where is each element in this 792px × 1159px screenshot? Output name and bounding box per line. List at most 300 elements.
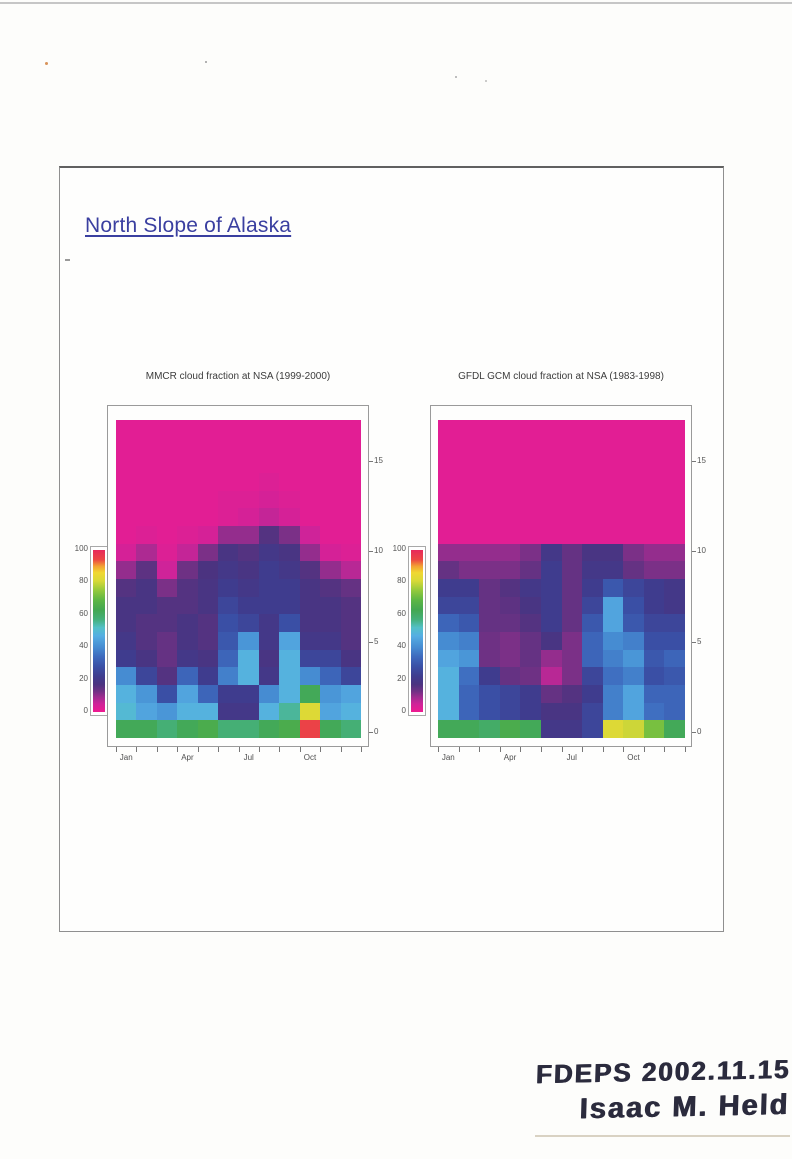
y-axis-tick-label: 15 <box>697 455 706 465</box>
heatmap-cell <box>664 526 685 544</box>
heatmap-cell <box>320 703 340 721</box>
heatmap-cell <box>644 491 665 509</box>
heatmap-cell <box>300 720 320 738</box>
scan-speck <box>45 62 48 65</box>
heatmap-cell <box>623 579 644 597</box>
heatmap-cell <box>479 685 500 703</box>
heatmap-cell <box>644 597 665 615</box>
heatmap-cell <box>623 420 644 438</box>
heatmap-cell <box>562 614 583 632</box>
heatmap-cell <box>116 544 136 562</box>
heatmap-cell <box>623 526 644 544</box>
heatmap-cell <box>479 597 500 615</box>
heatmap-cell <box>623 455 644 473</box>
heatmap-cell <box>582 667 603 685</box>
heatmap-cell <box>603 614 624 632</box>
heatmap-cell <box>341 420 361 438</box>
heatmap-cell <box>218 667 238 685</box>
heatmap-cell <box>438 473 459 491</box>
heatmap-cell <box>238 544 258 562</box>
heatmap-cell <box>320 473 340 491</box>
heatmap-cell <box>177 438 197 456</box>
heatmap-cell <box>198 667 218 685</box>
chart-title-mmcr: MMCR cloud fraction at NSA (1999-2000) <box>145 371 331 382</box>
heatmap-cell <box>279 597 299 615</box>
heatmap-cell <box>582 720 603 738</box>
y-axis-tick <box>692 732 696 733</box>
heatmap-cell <box>582 438 603 456</box>
x-axis-tick-label: Jul <box>243 753 254 762</box>
heatmap-cell <box>623 703 644 721</box>
heatmap-cell <box>520 703 541 721</box>
x-axis-tick <box>603 747 604 752</box>
heatmap-cell <box>603 632 624 650</box>
heatmap-cell <box>562 544 583 562</box>
heatmap-cell <box>459 632 480 650</box>
heatmap-cell <box>562 720 583 738</box>
heatmap-cell <box>603 544 624 562</box>
x-axis-tick <box>136 747 137 752</box>
heatmap-cell <box>259 455 279 473</box>
x-axis-tick <box>562 747 563 752</box>
heatmap-cell <box>623 473 644 491</box>
heatmap-cell <box>320 508 340 526</box>
heatmap-cell <box>520 579 541 597</box>
heatmap-cell <box>562 685 583 703</box>
heatmap-cell <box>541 508 562 526</box>
x-axis-tick <box>459 747 460 752</box>
heatmap-cell <box>177 508 197 526</box>
heatmap-cell <box>438 438 459 456</box>
heatmap-cell <box>479 438 500 456</box>
y-axis-tick <box>692 642 696 643</box>
heatmap-cell <box>259 720 279 738</box>
heatmap-cell <box>541 473 562 491</box>
heatmap-cell <box>644 526 665 544</box>
x-axis-tick <box>218 747 219 752</box>
heatmap-cell <box>438 526 459 544</box>
heatmap-cell <box>341 473 361 491</box>
heatmap-cell <box>500 508 521 526</box>
heatmap-cell <box>136 561 156 579</box>
chart-title-gfdl: GFDL GCM cloud fraction at NSA (1983-1998) <box>458 371 664 382</box>
heatmap-cell <box>177 720 197 738</box>
heatmap-cell <box>582 614 603 632</box>
heatmap-cell <box>116 703 136 721</box>
heatmap-cell <box>459 703 480 721</box>
heatmap-cell <box>541 720 562 738</box>
heatmap-cell <box>259 491 279 509</box>
heatmap-cell <box>603 455 624 473</box>
heatmap-cell <box>157 632 177 650</box>
heatmap-cell <box>562 526 583 544</box>
heatmap-cell <box>664 614 685 632</box>
heatmap-cell <box>198 650 218 668</box>
heatmap-cell <box>198 720 218 738</box>
heatmap-cell <box>300 579 320 597</box>
heatmap-cell <box>644 579 665 597</box>
heatmap-cell <box>459 650 480 668</box>
y-axis-tick-label: 0 <box>374 727 379 736</box>
heatmap-cell <box>603 597 624 615</box>
heatmap-cell <box>157 667 177 685</box>
handwritten-note <box>499 1052 791 1130</box>
heatmap-cell <box>562 632 583 650</box>
heatmap-cell <box>177 544 197 562</box>
heatmap-cell <box>218 544 238 562</box>
x-axis-tick <box>479 747 480 752</box>
heatmap-cell <box>541 597 562 615</box>
heatmap-cell <box>259 650 279 668</box>
heatmap-cell <box>520 544 541 562</box>
x-axis-tick <box>664 747 665 752</box>
heatmap-cell <box>603 526 624 544</box>
x-axis-tick-label: Apr <box>181 753 194 762</box>
heatmap-cell <box>500 473 521 491</box>
heatmap-cell <box>238 420 258 438</box>
heatmap-cell <box>238 526 258 544</box>
heatmap-cell <box>459 473 480 491</box>
heatmap-cell <box>438 508 459 526</box>
heatmap-cell <box>300 597 320 615</box>
heatmap-cell <box>341 544 361 562</box>
x-axis-tick <box>157 747 158 752</box>
heatmap-cell <box>259 703 279 721</box>
heatmap-cell <box>541 667 562 685</box>
heatmap-cell <box>136 632 156 650</box>
heatmap-cell <box>177 703 197 721</box>
heatmap-cell <box>644 685 665 703</box>
heatmap-cell <box>136 650 156 668</box>
heatmap-cell <box>623 491 644 509</box>
heatmap-cell <box>320 491 340 509</box>
colorbar-tick-label: 80 <box>79 576 88 586</box>
chart-panel-mmcr <box>60 360 400 780</box>
heatmap-cell <box>116 420 136 438</box>
heatmap-cell <box>664 561 685 579</box>
heatmap-cell <box>520 420 541 438</box>
heatmap-cell <box>562 597 583 615</box>
x-axis-tick <box>177 747 178 752</box>
heatmap-cell <box>603 579 624 597</box>
chart-panel-gfdl <box>390 360 730 780</box>
x-axis-tick <box>438 747 439 752</box>
heatmap-cell <box>136 438 156 456</box>
heatmap-cell <box>664 491 685 509</box>
heatmap-cell <box>479 473 500 491</box>
heatmap-cell <box>341 526 361 544</box>
heatmap-cell <box>116 561 136 579</box>
colorbar-tick-label: 20 <box>79 673 88 683</box>
heatmap-cell <box>341 703 361 721</box>
heatmap-cell <box>520 508 541 526</box>
heatmap-cell <box>136 491 156 509</box>
heatmap-cell <box>218 597 238 615</box>
heatmap-cell <box>541 650 562 668</box>
heatmap-cell <box>500 420 521 438</box>
heatmap-cell <box>218 632 238 650</box>
heatmap-cell <box>238 491 258 509</box>
heatmap-cell <box>177 650 197 668</box>
heatmap-cell <box>459 667 480 685</box>
heatmap-cell <box>479 508 500 526</box>
heatmap-cell <box>562 561 583 579</box>
heatmap-cell <box>218 473 238 491</box>
heatmap-cell <box>320 597 340 615</box>
heatmap-cell <box>644 667 665 685</box>
heatmap-cell <box>157 614 177 632</box>
heatmap-cell <box>177 685 197 703</box>
heatmap-cell <box>157 703 177 721</box>
heatmap-cell <box>300 455 320 473</box>
heatmap-cell <box>479 420 500 438</box>
heatmap-cell <box>664 508 685 526</box>
heatmap-cell <box>116 579 136 597</box>
heatmap-cell <box>603 650 624 668</box>
handwriting-date: FDEPS 2002.11.15 <box>535 1053 792 1090</box>
heatmap-cell <box>459 438 480 456</box>
heatmap-cell <box>259 473 279 491</box>
handwriting-author: Isaac M. Held <box>579 1088 790 1126</box>
heatmap-cell <box>562 667 583 685</box>
heatmap-cell <box>541 685 562 703</box>
heatmap-cell <box>157 420 177 438</box>
x-axis-tick <box>320 747 321 752</box>
heatmap-cell <box>603 667 624 685</box>
heatmap-cell <box>198 455 218 473</box>
heatmap-cell <box>259 438 279 456</box>
heatmap-cell <box>157 685 177 703</box>
heatmap-cell <box>341 561 361 579</box>
y-axis-tick <box>369 461 373 462</box>
heatmap-cell <box>664 685 685 703</box>
heatmap-cell <box>279 420 299 438</box>
heatmap-cell <box>198 703 218 721</box>
heatmap-cell <box>320 685 340 703</box>
heatmap-cell <box>500 703 521 721</box>
x-axis-tick <box>685 747 686 752</box>
heatmap-cell <box>136 508 156 526</box>
heatmap-cell <box>157 526 177 544</box>
heatmap-cell <box>218 508 238 526</box>
heatmap-cell <box>623 561 644 579</box>
heatmap-cell <box>341 667 361 685</box>
heatmap-cell <box>438 455 459 473</box>
heatmap-cell <box>279 614 299 632</box>
heatmap-cell <box>259 420 279 438</box>
heatmap-cell <box>238 685 258 703</box>
heatmap-cell <box>157 508 177 526</box>
heatmap-cell <box>218 614 238 632</box>
heatmap-cell <box>238 455 258 473</box>
x-axis-tick <box>541 747 542 752</box>
heatmap-cell <box>320 438 340 456</box>
heatmap-cell <box>664 720 685 738</box>
heatmap-cell <box>623 544 644 562</box>
heatmap-cell <box>238 579 258 597</box>
heatmap-cell <box>562 650 583 668</box>
heatmap-cell <box>116 667 136 685</box>
heatmap-cell <box>177 561 197 579</box>
heatmap-cell <box>644 544 665 562</box>
heatmap-cell <box>520 438 541 456</box>
heatmap-cell <box>582 703 603 721</box>
heatmap-cell <box>623 632 644 650</box>
heatmap-cell <box>136 720 156 738</box>
heatmap-cell <box>341 614 361 632</box>
heatmap-cell <box>116 473 136 491</box>
heatmap-cell <box>664 455 685 473</box>
heatmap-cell <box>562 473 583 491</box>
heatmap-cell <box>279 438 299 456</box>
heatmap-cell <box>479 455 500 473</box>
heatmap-cell <box>438 561 459 579</box>
heatmap-cell <box>218 420 238 438</box>
heatmap-cell <box>320 420 340 438</box>
heatmap-cell <box>341 632 361 650</box>
heatmap-cell <box>438 632 459 650</box>
heatmap-cell <box>459 420 480 438</box>
heatmap-mmcr <box>116 420 361 738</box>
heatmap-cell <box>300 473 320 491</box>
heatmap-cell <box>116 491 136 509</box>
heatmap-cell <box>500 650 521 668</box>
x-axis-tick-label: Oct <box>303 753 317 762</box>
heatmap-cell <box>157 544 177 562</box>
heatmap-cell <box>500 491 521 509</box>
heatmap-cell <box>644 561 665 579</box>
heatmap-cell <box>459 579 480 597</box>
heatmap-cell <box>603 703 624 721</box>
colorbar-tick-label: 40 <box>397 641 406 651</box>
heatmap-cell <box>259 667 279 685</box>
heatmap-cell <box>259 579 279 597</box>
x-axis-tick <box>239 747 240 752</box>
heatmap-cell <box>500 597 521 615</box>
x-axis-tick-label: Jan <box>119 753 133 762</box>
heatmap-cell <box>603 561 624 579</box>
heatmap-cell <box>438 597 459 615</box>
y-axis-tick-label: 0 <box>697 727 702 736</box>
heatmap-cell <box>279 455 299 473</box>
heatmap-cell <box>238 473 258 491</box>
heatmap-cell <box>479 720 500 738</box>
heatmap-cell <box>603 438 624 456</box>
heatmap-cell <box>541 438 562 456</box>
heatmap-cell <box>157 720 177 738</box>
heatmap-cell <box>438 703 459 721</box>
heatmap-cell <box>116 650 136 668</box>
heatmap-cell <box>177 420 197 438</box>
heatmap-cell <box>116 632 136 650</box>
heatmap-cell <box>218 561 238 579</box>
heatmap-cell <box>582 650 603 668</box>
heatmap-cell <box>541 561 562 579</box>
heatmap-cell <box>623 597 644 615</box>
colorbar-gfdl <box>408 546 426 716</box>
heatmap-cell <box>198 420 218 438</box>
heatmap-cell <box>520 491 541 509</box>
heatmap-cell <box>198 544 218 562</box>
heatmap-cell <box>218 455 238 473</box>
heatmap-cell <box>541 455 562 473</box>
heatmap-cell <box>218 720 238 738</box>
heatmap-cell <box>136 455 156 473</box>
x-axis-tick-label: Oct <box>627 753 640 762</box>
heatmap-cell <box>623 650 644 668</box>
y-axis-tick <box>369 642 373 643</box>
heatmap-cell <box>279 667 299 685</box>
heatmap-cell <box>279 544 299 562</box>
x-axis-tick <box>198 747 199 752</box>
heatmap-cell <box>459 508 480 526</box>
colorbar-tick-label: 0 <box>83 706 88 715</box>
heatmap-cell <box>177 491 197 509</box>
heatmap-cell <box>664 420 685 438</box>
heatmap-cell <box>218 650 238 668</box>
heatmap-cell <box>116 508 136 526</box>
heatmap-cell <box>136 597 156 615</box>
heatmap-cell <box>562 579 583 597</box>
heatmap-cell <box>541 526 562 544</box>
heatmap-cell <box>300 632 320 650</box>
heatmap-cell <box>664 597 685 615</box>
heatmap-gfdl <box>438 420 685 738</box>
heatmap-cell <box>459 614 480 632</box>
heatmap-cell <box>198 508 218 526</box>
heatmap-cell <box>279 720 299 738</box>
x-axis-tick <box>582 747 583 752</box>
y-axis-tick <box>692 461 696 462</box>
heatmap-cell <box>520 650 541 668</box>
heatmap-cell <box>177 579 197 597</box>
heatmap-cell <box>664 473 685 491</box>
heatmap-cell <box>623 614 644 632</box>
heatmap-cell <box>157 455 177 473</box>
heatmap-cell <box>479 544 500 562</box>
heatmap-cell <box>562 420 583 438</box>
heatmap-cell <box>644 614 665 632</box>
heatmap-cell <box>582 420 603 438</box>
x-axis-tick <box>520 747 521 752</box>
heatmap-cell <box>279 508 299 526</box>
heatmap-cell <box>500 438 521 456</box>
heatmap-cell <box>541 544 562 562</box>
x-axis-tick <box>644 747 645 752</box>
x-axis-tick-label: Jan <box>441 753 455 762</box>
heatmap-cell <box>500 579 521 597</box>
heatmap-cell <box>259 685 279 703</box>
y-axis-tick-label: 15 <box>374 455 383 465</box>
heatmap-cell <box>479 614 500 632</box>
heatmap-cell <box>238 703 258 721</box>
heatmap-cell <box>218 579 238 597</box>
heatmap-cell <box>279 703 299 721</box>
heatmap-cell <box>603 491 624 509</box>
heatmap-cell <box>320 455 340 473</box>
heatmap-cell <box>644 703 665 721</box>
heatmap-cell <box>520 720 541 738</box>
heatmap-cell <box>459 526 480 544</box>
heatmap-cell <box>520 685 541 703</box>
heatmap-cell <box>644 720 665 738</box>
heatmap-cell <box>320 667 340 685</box>
heatmap-cell <box>341 508 361 526</box>
heatmap-cell <box>500 685 521 703</box>
heatmap-cell <box>623 508 644 526</box>
heatmap-cell <box>459 491 480 509</box>
heatmap-cell <box>500 544 521 562</box>
